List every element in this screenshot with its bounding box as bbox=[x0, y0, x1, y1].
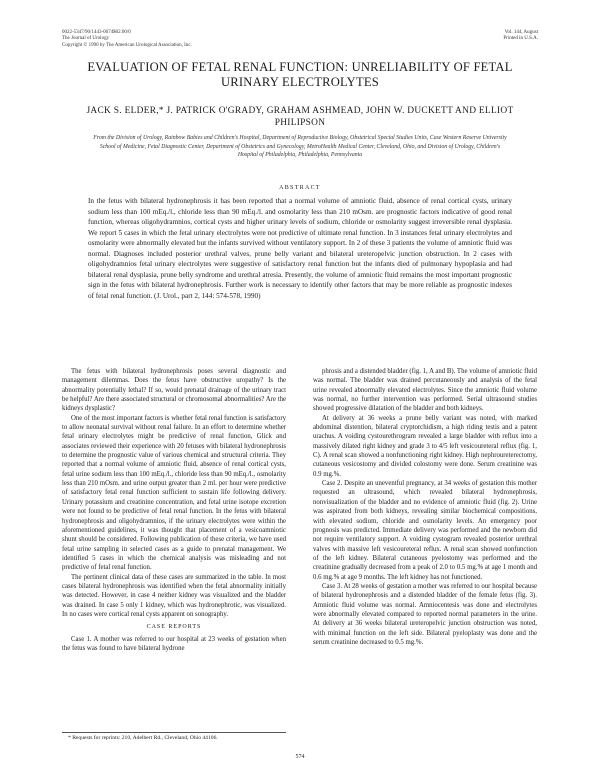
header-right-line: Vol. 144, August bbox=[504, 30, 538, 35]
journal-header-left bbox=[62, 30, 192, 49]
article-title: EVALUATION OF FETAL RENAL FUNCTION: UNRELIABILITY OF FETAL URINARY ELECTROLYTES bbox=[87, 60, 513, 89]
right-column bbox=[313, 367, 537, 647]
body-paragraph: Case 1. A mother was referred to our hospital at 23 weeks of gestation when the fetus was found to have bilateral hydrone bbox=[62, 635, 286, 652]
page-number: 574 bbox=[295, 754, 305, 760]
header-left-line: The Journal of Urology bbox=[62, 36, 110, 42]
header-left-line: 0022-5347/90/1443-0674$02.00/0 bbox=[62, 30, 131, 35]
journal-header-right bbox=[503, 30, 538, 43]
abstract-heading: ABSTRACT bbox=[279, 185, 321, 191]
body-paragraph: The fetus with bilateral hydronephrosis poses several diagnostic and management dilemmas. Does the fetus have obstructive uropathy? Is the abnormality potentially lethal? If so, would prenatal drainage of the urinary tract be helpful? Are there associated structural or chromosomal abnormalities? Are the kidneys dysplastic? bbox=[62, 368, 286, 413]
header-left-line: Copyright © 1990 by The American Urological Association, Inc. bbox=[62, 42, 192, 48]
abstract-text: In the fetus with bilateral hydronephrosis it has been reported that a normal volume of amniotic fluid, absence of renal cortical cysts, urinary sodium less than 100 mEq./l., chloride less than 90 mEq./l. and osmolarity less than 210 mOsm. are prognostic factors indicative of good renal function, whereas oligohydramnios, cortical cysts and higher urinary levels of sodium, chloride or osmolarity suggest irreversible renal dysplasia. We report 5 cases in which the fetal urinary electrolytes were not predictive of ultimate renal function. In 3 instances fetal urinary electrolytes and osmolarity were abnormally elevated but the infants survived without ventilatory support. In 2 of these 3 patients the volume of amniotic fluid was normal. Diagnoses included posterior urethral valves, prune belly variant and bilateral ureteropelvic junction obstruction. In 2 cases with oligohydramnios fetal urinary electrolytes were suggestive of satisfactory renal function but the infants died of pulmonary hypoplasia and had bilateral renal dysplasia, prune belly syndrome and urethral atresia. Presently, the volume of amniotic fluid remains the most important prognostic sign in the fetus with bilateral hydronephrosis. Further work is necessary to identify other factors that may be more reliable as prognostic indexes of fetal renal function. (J. Urol., part 2, 144: 574-578, 1990) bbox=[88, 197, 512, 300]
body-paragraph: The pertinent clinical data of these cases are summarized in the table. In most cases bilateral hydronephrosis was identified when the fetal abnormality initially was detected. However, in case 4 neither kidney was visualized and the bladder was drained. In case 5 only 1 kidney, which was hydronephrotic, was visualized. In no cases were cortical renal cysts apparent on sonography. bbox=[62, 573, 286, 618]
left-column bbox=[62, 367, 286, 653]
affiliation: From the Division of Urology, Rainbow Babies and Children's Hospital, Department of Reproductive Biology, Obstetrical Special Studies Units, Case Western Reserve University School of Medicine, Fetal Diagnostic Center, Department of Obstetrics and Gynecology, MetroHealth Medical Center, Cleveland, Ohio, and Division of Urology, Children's Hospital of Philadelphia, Philadelphia, Pennsylvania bbox=[93, 135, 507, 159]
body-paragraph: Case 3. At 28 weeks of gestation a mother was referred to our hospital because of bilateral hydronephrosis and a distended bladder of the female fetus (fig. 3). Amniotic fluid volume was normal. Amniocentesis was done and electrolytes were abnormally elevated compared to reported normal parameters in the urine. At delivery at 36 weeks bilateral ureteropelvic junction obstruction was noted, with minimal function on the left side. Bilateral pyeloplasty was done and the serum creatinine decreased to 0.5 mg.%. bbox=[313, 582, 537, 646]
body-paragraph: Case 2. Despite an uneventful pregnancy, at 34 weeks of gestation this mother requested an ultrasound, which revealed bilateral hydronephrosis, nonvisualization of the bladder and no evidence of amniotic fluid (fig. 2). Urine was aspirated from both kidneys, revealing similar biochemical compositions, with elevated sodium, chloride and osmolarity levels. An emergency poor prognosis was predicted. Immediate delivery was performed and the newborn did not require ventilatory support. A voiding cystogram revealed posterior urethral valves with massive left vesicoureteral reflux. A renal scan showed nonfunction of the left kidney. Bilateral cutaneous pyelostomy was performed and the creatinine gradually decreased from a peak of 2.0 to 0.5 mg.% at age 1 month and 0.6 mg.% at age 9 months. The left kidney has not functioned. bbox=[313, 480, 537, 581]
body-paragraph: At delivery at 36 weeks a prune belly variant was noted, with marked abdominal distention, bilateral cryptorchidism, a high riding testis and a patent urachus. A voiding cystourethrogram revealed a large bladder with reflux into a massively dilated right kidney and grade 3 to 4/5 left vesicoureteral reflux (fig. 1, C). A renal scan showed a nonfunctioning right kidney. High nephroureterectomy, cutaneous vesicostomy and divided colostomy were done. Serum creatinine was 0.9 mg.%. bbox=[313, 414, 537, 478]
header-right-line: Printed in U.S.A. bbox=[503, 36, 538, 42]
footnote: * Requests for reprints: 210, Adelbert Rd., Cleveland, Ohio 44106. bbox=[62, 732, 286, 742]
author-list: JACK S. ELDER,* J. PATRICK O'GRADY, GRAHAM ASHMEAD, JOHN W. DUCKETT AND ELLIOT PHILIPSON bbox=[86, 106, 514, 128]
body-paragraph: phrosis and a distended bladder (fig. 1, A and B). The volume of amniotic fluid was normal. The bladder was drained percutaneously and analysis of the fetal urine revealed abnormally elevated electrolytes. Since the amniotic fluid volume was normal, no further intervention was performed. Serial ultrasound studies showed progressive dilatation of the bladder and both kidneys. bbox=[313, 368, 537, 413]
case-reports-heading: CASE REPORTS bbox=[146, 624, 202, 631]
body-paragraph: One of the most important factors is whether fetal renal function is satisfactory to allow neonatal survival without renal failure. In an effort to determine whether fetal urinary electrolytes might be predictive of renal function, Glick and associates reviewed their experience with 20 fetuses with bilateral hydronephrosis to determine the prognostic value of various chemical and structural criteria. They reported that a normal volume of amniotic fluid, absence of renal cortical cysts, fetal urine sodium less than 100 mEq./l., chloride less than 90 mEq./l., osmolarity less than 210 mOsm. and urine output greater than 2 ml. per hour were predictive of satisfactory fetal renal function sufficient to sustain life following delivery. Urinary potassium and creatinine concentration, and fetal urine isotope excretion were not found to be predictive of fetal renal function. In the fetus with bilateral hydronephrosis and oligohydramnios, if the urinary electrolytes were within the aforementioned guidelines, it was thought that placement of a vesicoamniotic shunt should be considered. Following publication of these criteria, we have used fetal urine sampling in selected cases as a guide to prenatal management. We identified 5 cases in which the chemical analysis was misleading and not predictive of fetal renal function. bbox=[62, 414, 286, 572]
